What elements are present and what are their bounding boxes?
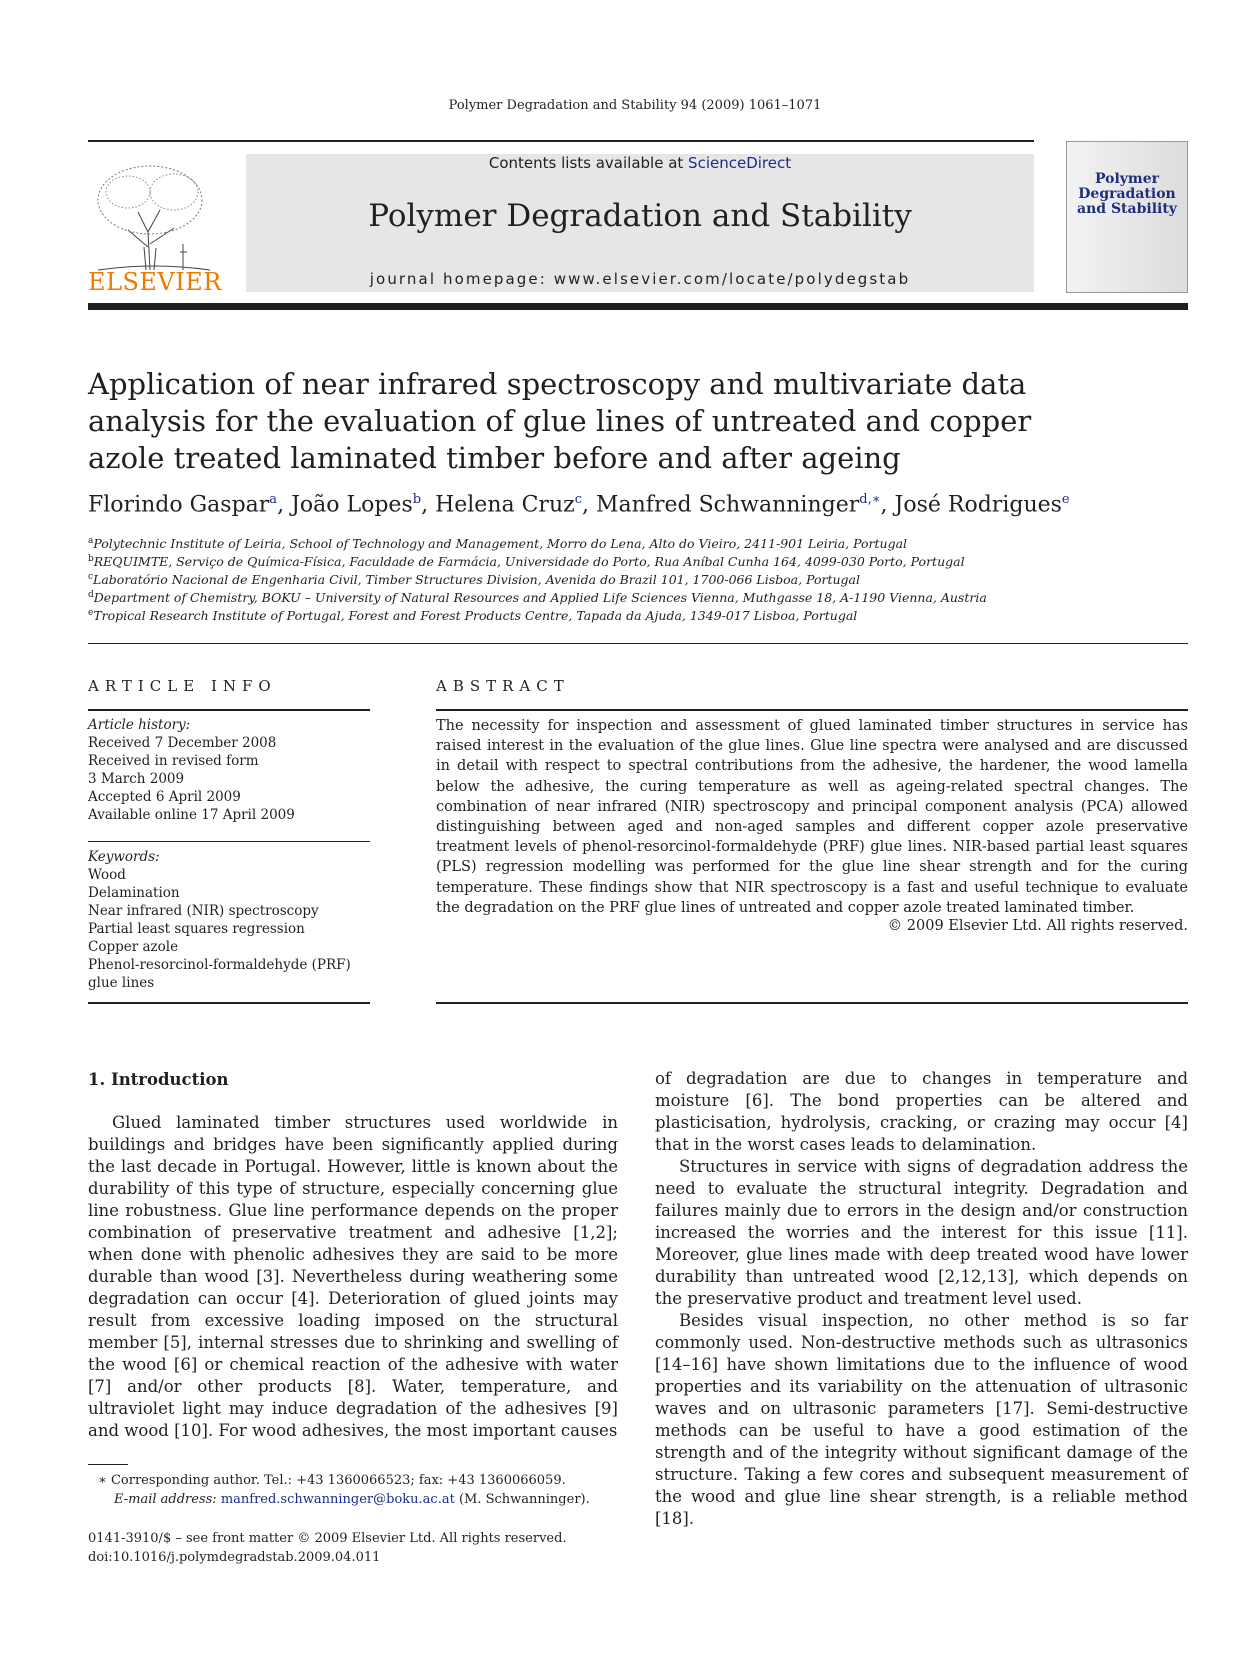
history-item: Received in revised form <box>88 753 259 769</box>
author-affil-mark[interactable]: d,∗ <box>859 492 881 507</box>
author-sep: , <box>582 492 596 518</box>
affil-text: Tropical Research Institute of Portugal, Forest and Forest Products Centre, Tapada da Ajuda, 1349-017 Lisboa, Portugal <box>93 608 858 624</box>
affil-text: Department of Chemistry, BOKU – University of Natural Resources and Applied Life Sciences Vienna, Muthgasse 18, A-1190 Vienna, Austria <box>93 590 987 606</box>
keyword: Phenol-resorcinol-formaldehyde (PRF) glue lines <box>88 957 351 991</box>
affiliation-d <box>88 590 987 605</box>
doi-line[interactable]: doi:10.1016/j.polymdegradstab.2009.04.011 <box>88 1549 381 1565</box>
history-item: Accepted 6 April 2009 <box>88 789 241 805</box>
paragraph: Glued laminated timber structures used worldwide in buildings and bridges have been significantly applied during the last decade in Portugal. However, little is known about the durability of this type of structure, especially concerning glue line robustness. Glue line performance depends on the proper combination of preservative treatment and adhesive [1,2]; when done with phenolic adhesives they are said to be more durable than wood [3]. Nevertheless during weathering some degradation can occur [4]. Deterioration of glued joints may result from excessive loading imposed on the structural member [5], internal stresses due to shrinking and swelling of the wood [6] or chemical reaction of the adhesive with water [7] and/or other products [8]. Water, temperature, and ultraviolet light may induce degradation of the adhesives [9] and wood [10]. For wood adhesives, the most important causes <box>88 1113 618 1440</box>
journal-cover <box>1066 141 1188 293</box>
email-link[interactable]: manfred.schwanninger@boku.ac.at <box>220 1491 455 1507</box>
sciencedirect-link[interactable]: ScienceDirect <box>688 154 792 172</box>
right-column <box>655 1068 1188 1530</box>
abstract-copyright: © 2009 Elsevier Ltd. All rights reserved. <box>887 918 1188 934</box>
author-affil-mark[interactable]: a <box>269 492 278 507</box>
affil-key: d <box>88 590 94 600</box>
publisher-wordmark: ELSEVIER <box>88 268 222 296</box>
affil-key: e <box>88 608 94 618</box>
author-affil-mark[interactable]: e <box>1061 492 1070 507</box>
keywords-label: Keywords: <box>88 849 160 865</box>
abstract-heading: ABSTRACT <box>436 677 570 695</box>
affil-text: Polytechnic Institute of Leiria, School of Technology and Management, Morro do Lena, Alto do Vieiro, 2411-901 Leiria, Portugal <box>93 536 908 552</box>
history-label: Article history: <box>88 717 191 733</box>
header-thick-rule <box>88 303 1188 310</box>
abstract-rule <box>436 709 1188 711</box>
info-rule <box>88 841 370 842</box>
author: Helena Cruz <box>435 492 575 518</box>
author-list <box>88 492 1070 517</box>
journal-title: Polymer Degradation and Stability <box>368 198 912 234</box>
history-item: Available online 17 April 2009 <box>88 807 295 823</box>
author-sep: , <box>421 492 436 518</box>
article-info-heading: ARTICLE INFO <box>88 677 277 695</box>
affil-key: c <box>88 572 94 582</box>
contents-line <box>246 154 1034 172</box>
abstract-text: The necessity for inspection and assessment of glued laminated timber structures in service has raised interest in the evaluation of the glue lines. Glue line spectra were analysed and are discussed in detail with respect to spectral contributions from the adhesive, the hardener, the wood lamella below the adhesive, the curing temperature as well as ageing-related spectral changes. The combination of near infrared (NIR) spectroscopy and principal component analysis (PCA) allowed distinguishing between aged and non-aged samples and different copper azole preservative treatment levels of phenol-resorcinol-formaldehyde (PRF) glue lines. NIR-based partial least squares (PLS) regression modelling was performed for the glue line shear strength and for the curing temperature. These findings show that NIR spectroscopy is a fast and useful technique to evaluate the degradation on the PRF glue lines of untreated and copper azole treated laminated timber. <box>436 718 1188 916</box>
left-column <box>88 1112 618 1442</box>
affiliation-c <box>88 572 860 587</box>
author: José Rodrigues <box>894 492 1062 518</box>
footnote-rule <box>88 1464 128 1465</box>
paragraph: Structures in service with signs of degradation address the need to evaluate the structural integrity. Degradation and failures mainly due to errors in the design and/or construction increased the worries and the interest for this issue [11]. Moreover, glue lines made with deep treated wood have lower durability than untreated wood [2,12,13], which depends on the preservative product and treatment level used. <box>655 1157 1188 1308</box>
author: Manfred Schwanninger <box>596 492 860 518</box>
header-rule <box>88 140 1034 142</box>
cover-title: Polymer Degradation and Stability <box>1077 171 1177 217</box>
affil-text: REQUIMTE, Serviço de Química-Física, Faculdade de Farmácia, Universidade do Porto, Rua Aníbal Cunha 164, 4099-030 Porto, Portugal <box>93 554 965 570</box>
email-label: E-mail address: <box>114 1491 221 1507</box>
paragraph: of degradation are due to changes in temperature and moisture [6]. The bond properties can be altered and plasticisation, hydrolysis, cracking, or crazing may occur [4] that in the worst cases leads to delamination. <box>655 1069 1188 1154</box>
info-rule <box>88 709 370 711</box>
affil-text: Laboratório Nacional de Engenharia Civil, Timber Structures Division, Avenida do Brazil 101, 1700-066 Lisboa, Portugal <box>93 572 860 588</box>
footnote <box>88 1472 648 1509</box>
article-title: Application of near infrared spectroscopy and multivariate data analysis for the evaluation of glue lines of untreated and copper azole treated laminated timber before and after ageing <box>88 367 1032 475</box>
abstract-rule <box>436 1002 1188 1004</box>
info-rule <box>88 1002 370 1004</box>
author-sep: , <box>277 492 292 518</box>
history-item: 3 March 2009 <box>88 771 185 787</box>
keyword: Partial least squares regression <box>88 921 305 937</box>
keywords <box>88 848 370 992</box>
journal-homepage[interactable]: journal homepage: www.elsevier.com/locate/polydegstab <box>369 270 911 288</box>
keyword: Wood <box>88 867 126 883</box>
paragraph: Besides visual inspection, no other method is so far commonly used. Non-destructive methods such as ultrasonics [14–16] have shown limitations due to the influence of wood properties and its variability on the attenuation of ultrasonic waves and on ultrasonic parameters [17]. Semi-destructive methods can be useful to have a good estimation of the strength and of the integrity without significant damage of the structure. Taking a few cores and subsequent measurement of the wood and glue line shear strength, is a reliable method [18]. <box>655 1311 1188 1528</box>
author: João Lopes <box>291 492 413 518</box>
affiliation-e <box>88 608 857 623</box>
author-affil-mark[interactable]: c <box>574 492 582 507</box>
affiliation-a <box>88 536 907 551</box>
affiliation-b <box>88 554 965 569</box>
corresponding-author: ∗ Corresponding author. Tel.: +43 1360066523; fax: +43 1360066059. <box>98 1473 566 1488</box>
author-affil-mark[interactable]: b <box>412 492 422 507</box>
running-header: Polymer Degradation and Stability 94 (2009) 1061–1071 <box>448 98 822 113</box>
contents-prefix: Contents lists available at <box>488 154 689 172</box>
author-sep: , <box>880 492 895 518</box>
article-history <box>88 716 370 824</box>
front-matter <box>88 1530 648 1567</box>
keyword: Copper azole <box>88 939 179 955</box>
keyword: Near infrared (NIR) spectroscopy <box>88 903 319 919</box>
keyword: Delamination <box>88 885 180 901</box>
section-rule <box>88 643 1188 644</box>
section-heading: 1. Introduction <box>88 1070 229 1089</box>
affil-key: a <box>88 536 94 546</box>
issn-line: 0141-3910/$ – see front matter © 2009 Elsevier Ltd. All rights reserved. <box>88 1531 567 1546</box>
author: Florindo Gaspar <box>88 492 270 518</box>
history-item: Received 7 December 2008 <box>88 735 277 751</box>
email-line <box>88 1491 648 1510</box>
email-suffix: (M. Schwanninger). <box>454 1491 590 1507</box>
affil-key: b <box>88 554 94 564</box>
